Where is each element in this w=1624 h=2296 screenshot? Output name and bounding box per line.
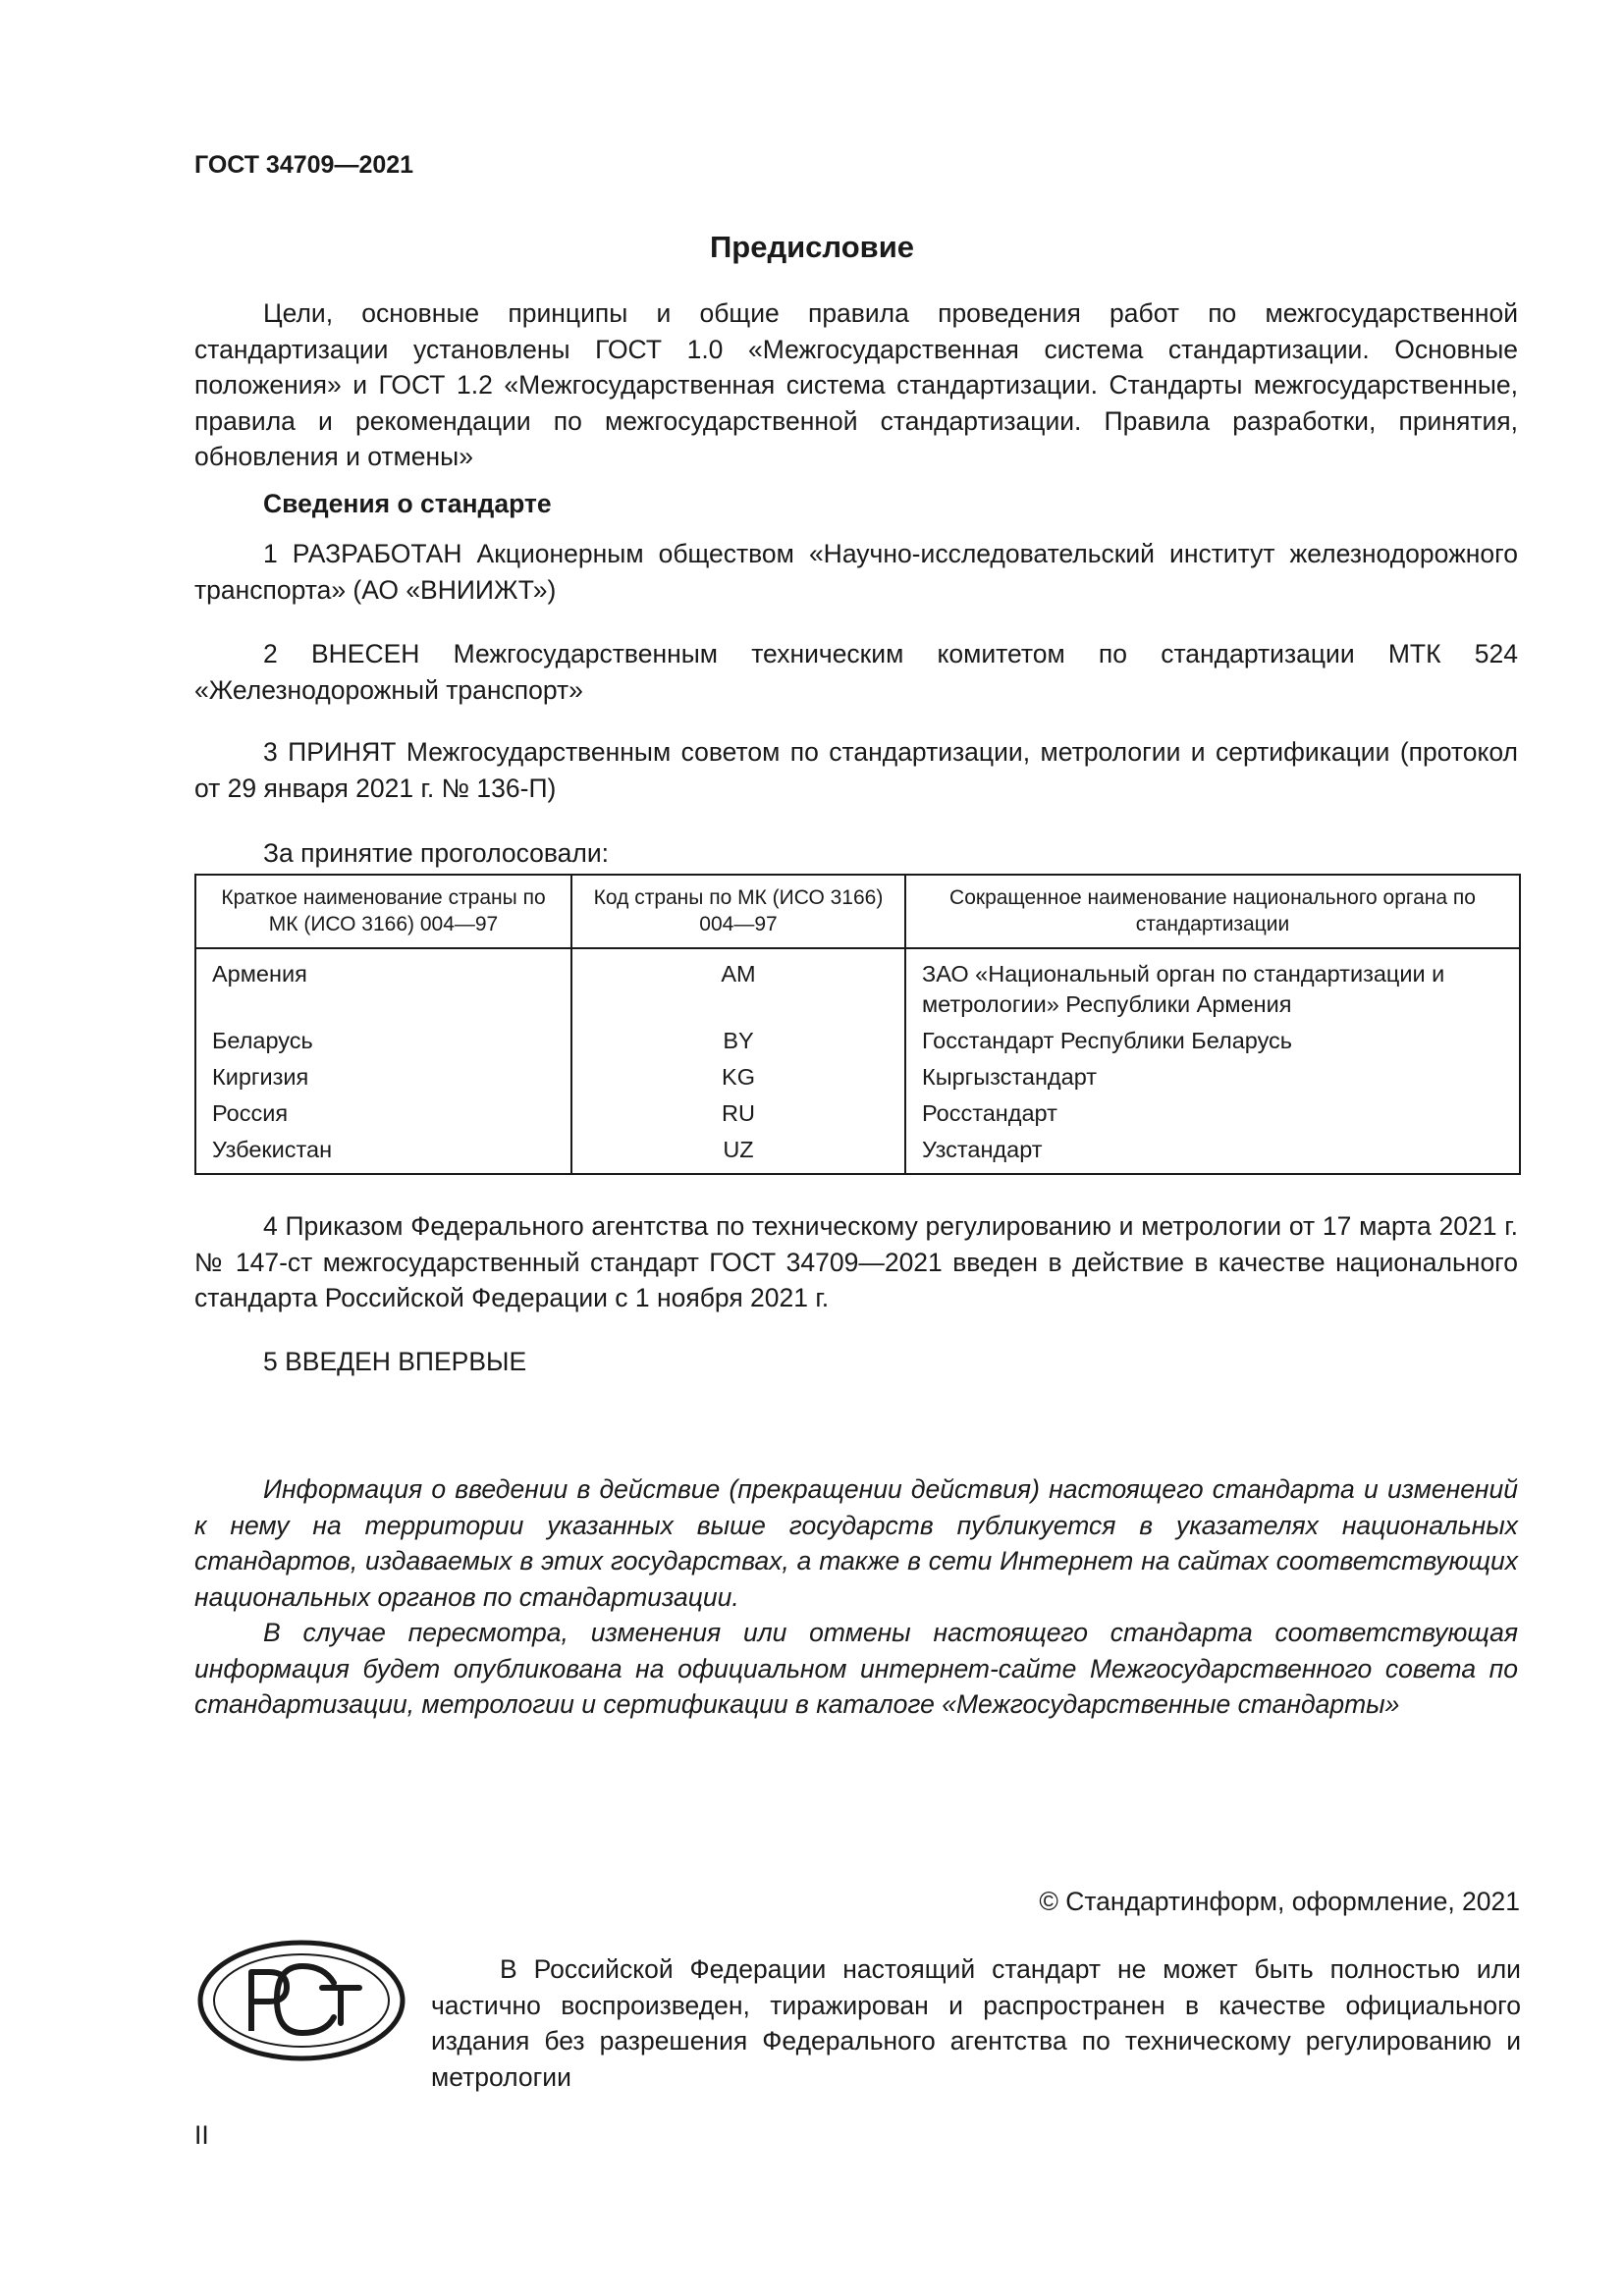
table-row — [195, 1096, 1520, 1133]
body-cell: ЗАО «Национальный орган по стандартизации и метрологии» Республики Армения — [905, 948, 1520, 1024]
body-cell: Кыргызстандарт — [905, 1060, 1520, 1096]
info-heading: Сведения о стандарте — [263, 489, 552, 518]
voted-caption: За принятие проголосовали: — [263, 838, 610, 868]
item-developed: 1 РАЗРАБОТАН Акционерным обществом «Научно-исследовательский институт железнодорожного транспорта» (АО «ВНИИЖТ») — [194, 539, 1518, 605]
table-header-code: Код страны по МК (ИСО 3166) 004—97 — [571, 875, 905, 948]
country-cell: Узбекистан — [195, 1133, 571, 1174]
table-row — [195, 1133, 1520, 1174]
intro-paragraph: Цели, основные принципы и общие правила проведения работ по межгосударственной стандартизации установлены ГОСТ 1.0 «Межгосударственная система стандартизации. Основные положения» и ГОСТ 1.2 «Межгосударственная система стандартизации. Стандарты межгосударственные, правила и рекомендации по межгосударственной стандартизации. Правила разработки, принятия, обновления и отмены» — [194, 298, 1518, 471]
code-cell: KG — [571, 1060, 905, 1096]
country-cell: Киргизия — [195, 1060, 571, 1096]
notice-paragraph-1: Информация о введении в действие (прекращении действия) настоящего стандарта и изменений к нему на территории указанных выше государств публикуется в указателях национальных стандартов, издаваемых в этих государствах, а также в сети Интернет на сайтах соответствующих национальных органов по стандартизации. — [194, 1474, 1518, 1612]
body-cell: Узстандарт — [905, 1133, 1520, 1174]
table-header-country: Краткое наименование страны по МК (ИСО 3166) 004—97 — [195, 875, 571, 948]
item-adopted: 3 ПРИНЯТ Межгосударственным советом по стандартизации, метрологии и сертификации (протокол от 29 января 2021 г. № 136-П) — [194, 737, 1518, 803]
code-cell: BY — [571, 1024, 905, 1060]
table-header-row — [195, 875, 1520, 948]
country-cell: Беларусь — [195, 1024, 571, 1060]
code-cell: RU — [571, 1096, 905, 1133]
table-header-body: Сокращенное наименование национального органа по стандартизации — [905, 875, 1520, 948]
body-cell: Госстандарт Республики Беларусь — [905, 1024, 1520, 1060]
item-introduced: 2 ВНЕСЕН Межгосударственным техническим комитетом по стандартизации МТК 524 «Железнодорожный транспорт» — [194, 639, 1518, 705]
rst-certification-mark-icon — [196, 1939, 406, 2062]
page-number: II — [194, 2120, 209, 2150]
body-cell: Росстандарт — [905, 1096, 1520, 1133]
country-cell: Армения — [195, 948, 571, 1024]
code-cell: UZ — [571, 1133, 905, 1174]
item-enacted: 4 Приказом Федерального агентства по техническому регулированию и метрологии от 17 марта 2021 г. № 147-ст межгосударственный стандарт ГОСТ 34709—2021 введен в действие в качестве национального стандарта Российской Федерации с 1 ноября 2021 г. — [194, 1211, 1518, 1312]
country-cell: Россия — [195, 1096, 571, 1133]
item-first-introduced: 5 ВВЕДЕН ВПЕРВЫЕ — [263, 1347, 527, 1376]
voting-table — [194, 874, 1521, 1175]
notice-paragraph-2: В случае пересмотра, изменения или отмены настоящего стандарта соответствующая информация будет опубликована на официальном интернет-сайте Межгосударственного совета по стандартизации, метрологии и сертификации в каталоге «Межгосударственные стандарты» — [194, 1618, 1518, 1719]
table-row — [195, 1024, 1520, 1060]
code-cell: AM — [571, 948, 905, 1024]
rights-notice: В Российской Федерации настоящий стандарт не может быть полностью или частично воспроизведен, тиражирован и распространен в качестве официального издания без разрешения Федерального агентства по техническому регулированию и метрологии — [431, 1954, 1521, 2092]
page-title: Предисловие — [709, 230, 914, 264]
table-row — [195, 948, 1520, 1024]
document-code: ГОСТ 34709—2021 — [194, 151, 414, 179]
table-row — [195, 1060, 1520, 1096]
copyright-line: © Стандартинформ, оформление, 2021 — [1039, 1887, 1520, 1916]
